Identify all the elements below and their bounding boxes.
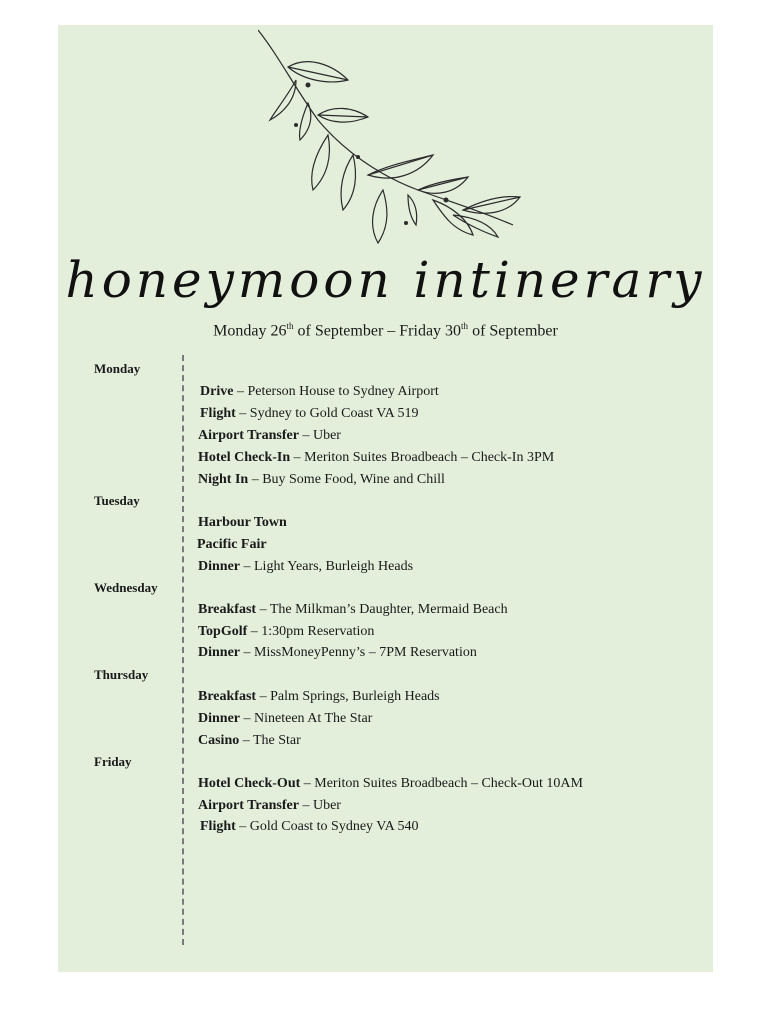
leaf-branch-icon bbox=[258, 25, 528, 255]
itinerary-item bbox=[198, 559, 413, 575]
item-detail: – Meriton Suites Broadbeach – Check-In 3PM bbox=[290, 450, 555, 465]
item-label: Flight bbox=[200, 406, 236, 421]
item-label: Breakfast bbox=[198, 689, 257, 704]
item-detail: – Light Years, Burleigh Heads bbox=[240, 559, 414, 574]
itinerary-item bbox=[200, 384, 439, 400]
date-start: Monday 26 bbox=[213, 322, 287, 340]
itinerary-item bbox=[200, 819, 418, 835]
itinerary-item bbox=[198, 689, 440, 705]
item-label: Casino bbox=[198, 733, 240, 748]
item-label: Dinner bbox=[198, 559, 240, 574]
item-detail: – The Star bbox=[239, 733, 301, 748]
item-label: Hotel Check-In bbox=[198, 450, 291, 465]
item-label: Hotel Check-Out bbox=[198, 776, 301, 791]
item-label: Harbour Town bbox=[198, 515, 287, 530]
item-detail: – MissMoneyPenny’s – 7PM Reservation bbox=[240, 645, 477, 660]
item-label: TopGolf bbox=[198, 624, 248, 639]
day-tuesday: Tuesday bbox=[94, 493, 140, 508]
itinerary-item bbox=[198, 733, 301, 749]
item-label: Airport Transfer bbox=[198, 798, 299, 813]
item-detail: – 1:30pm Reservation bbox=[247, 624, 375, 639]
itinerary-item bbox=[198, 472, 445, 488]
day-wednesday: Wednesday bbox=[94, 580, 158, 595]
itinerary-item bbox=[198, 645, 477, 661]
day-monday: Monday bbox=[94, 361, 141, 376]
itinerary-page bbox=[58, 25, 713, 972]
day-thursday: Thursday bbox=[94, 667, 149, 682]
item-detail: – Meriton Suites Broadbeach – Check-Out 10AM bbox=[300, 776, 583, 791]
date-start-suffix: th bbox=[286, 321, 294, 331]
itinerary-item bbox=[198, 624, 374, 640]
day-friday: Friday bbox=[94, 754, 132, 769]
item-label: Airport Transfer bbox=[198, 428, 299, 443]
date-middle: of September – Friday 30 bbox=[293, 322, 462, 340]
item-label: Night In bbox=[198, 472, 249, 487]
item-label: Pacific Fair bbox=[197, 537, 267, 552]
itinerary-item bbox=[198, 711, 372, 727]
itinerary-item bbox=[198, 450, 554, 466]
itinerary-item bbox=[197, 537, 267, 553]
item-detail: – Nineteen At The Star bbox=[240, 711, 373, 726]
item-label: Dinner bbox=[198, 645, 240, 660]
item-detail: – Sydney to Gold Coast VA 519 bbox=[235, 406, 419, 421]
timeline-divider bbox=[182, 355, 184, 945]
item-detail: – Gold Coast to Sydney VA 540 bbox=[235, 819, 419, 834]
item-detail: – Buy Some Food, Wine and Chill bbox=[248, 472, 445, 487]
item-label: Dinner bbox=[198, 711, 240, 726]
page-title: honeymoon intinerary bbox=[65, 251, 706, 309]
item-detail: – The Milkman’s Daughter, Mermaid Beach bbox=[256, 602, 508, 617]
item-label: Breakfast bbox=[198, 602, 257, 617]
itinerary-item bbox=[198, 776, 583, 792]
item-detail: – Uber bbox=[298, 428, 341, 443]
itinerary-item bbox=[198, 602, 508, 618]
date-end-suffix: th bbox=[461, 321, 469, 331]
itinerary-item bbox=[200, 406, 418, 422]
date-range bbox=[58, 321, 713, 340]
date-end: of September bbox=[468, 322, 558, 340]
item-detail: – Uber bbox=[298, 798, 341, 813]
itinerary-item bbox=[198, 428, 341, 444]
item-detail: – Peterson House to Sydney Airport bbox=[233, 384, 439, 399]
item-label: Drive bbox=[200, 384, 234, 399]
itinerary-item bbox=[198, 515, 287, 531]
item-detail: – Palm Springs, Burleigh Heads bbox=[256, 689, 440, 704]
item-label: Flight bbox=[200, 819, 236, 834]
itinerary-item bbox=[198, 798, 341, 814]
